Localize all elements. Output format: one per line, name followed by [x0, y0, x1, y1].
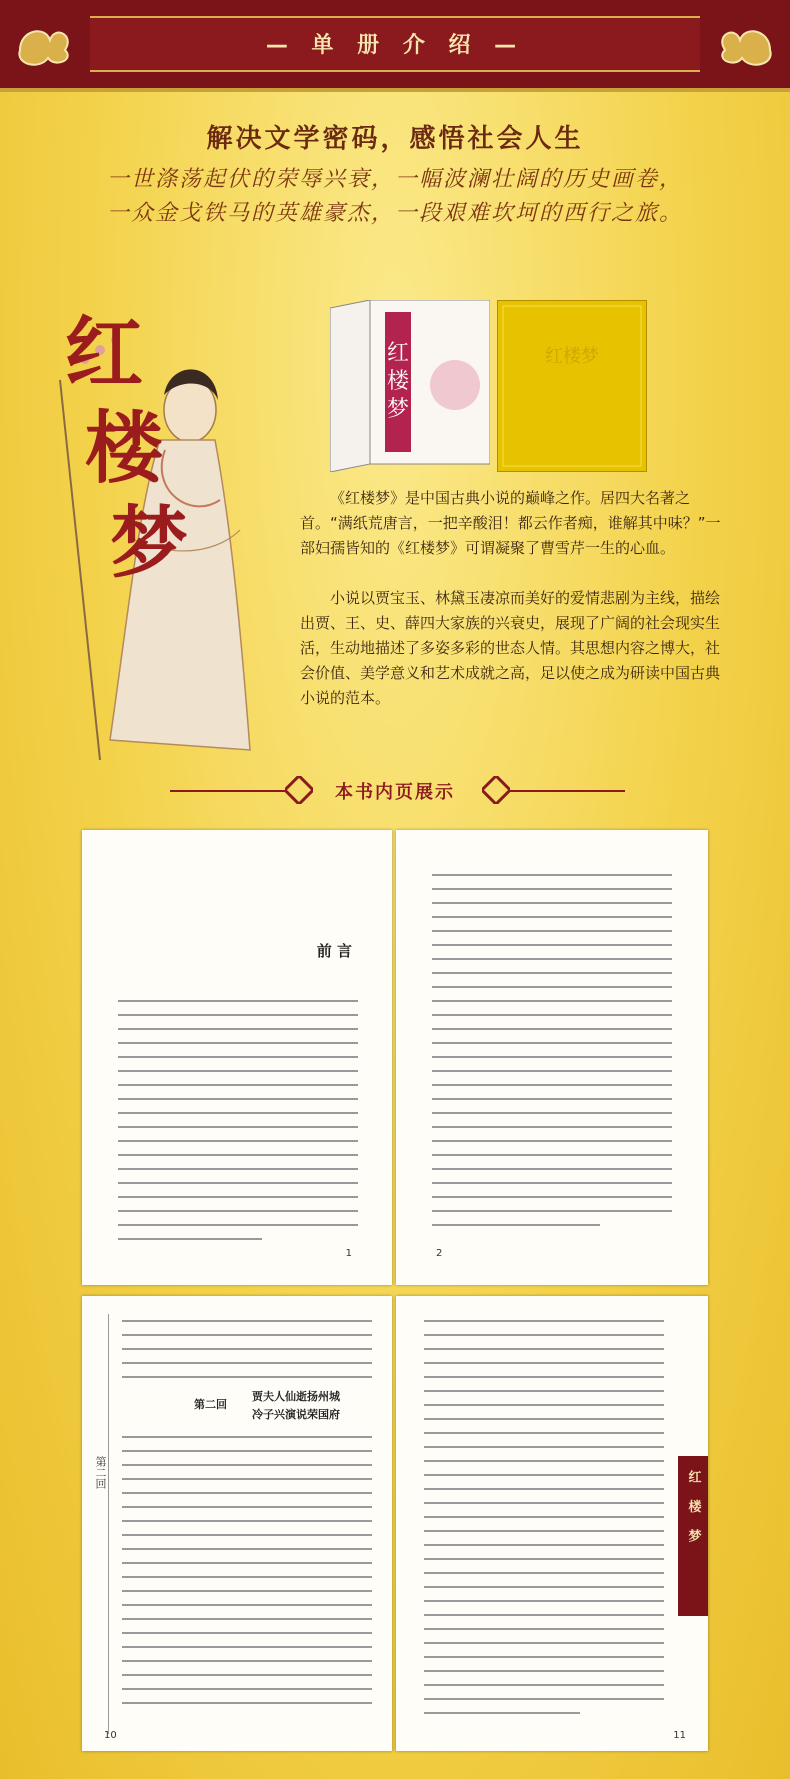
page-number: 10 — [104, 1730, 117, 1741]
side-tab — [678, 1456, 708, 1616]
chapter-side-label: 第二回 — [94, 1456, 107, 1489]
side-tab-label: 红 楼 梦 — [685, 1470, 701, 1549]
page-margin-rule — [94, 1314, 109, 1734]
cloud-ornament-icon — [10, 10, 80, 74]
sample-page-1 — [82, 830, 392, 1285]
banner-panel — [90, 16, 700, 72]
text-block — [432, 874, 672, 1238]
text-block — [118, 1000, 358, 1252]
subtitle-line-2: 一众金戈铁马的英雄豪杰，一段艰难坎坷的西行之旅。 — [106, 201, 683, 226]
calligraphy-title — [55, 300, 205, 600]
page-number: 1 — [345, 1248, 352, 1259]
chapter-label: 第二回 — [194, 1398, 227, 1411]
divider-line-right — [510, 790, 625, 792]
page-number: 2 — [436, 1248, 443, 1259]
sample-page-2 — [396, 830, 708, 1285]
banner-title: — 单 册 介 绍 — — [265, 33, 525, 58]
intro-paragraph-2: 小说以贾宝玉、林黛玉凄凉而美好的爱情悲剧为主线，描绘出贾、王、史、薛四大家族的兴衰史，展现了广阔的社会现实生活，生动地描述了多姿多彩的世态人情。其思想内容之博大，社会价值、美学意义和艺术成就之高，足以使之成为研读中国古典小说的范本。 — [300, 589, 721, 707]
svg-text:梦: 梦 — [386, 397, 410, 422]
text-block — [122, 1320, 372, 1390]
subtitle-line-1: 一世涤荡起伏的荣辱兴衰，一幅波澜壮阔的历史画卷， — [106, 167, 683, 192]
svg-text:红楼梦: 红楼梦 — [545, 346, 599, 367]
text-block — [122, 1436, 372, 1716]
calligraphy-title-art — [55, 300, 205, 600]
text-block — [424, 1320, 664, 1726]
svg-text:楼: 楼 — [386, 369, 410, 394]
preface-title: 前 言 — [316, 942, 352, 960]
svg-text:红: 红 — [65, 308, 144, 399]
sample-page-3 — [82, 1296, 392, 1751]
page-number: 11 — [673, 1730, 686, 1741]
headline: 解决文学密码，感悟社会人生 — [206, 124, 584, 154]
section-divider — [0, 770, 790, 810]
chapter-title-1: 贾夫人仙逝扬州城 — [252, 1390, 340, 1403]
book-box-image — [330, 300, 490, 472]
svg-text:梦: 梦 — [110, 498, 189, 589]
svg-text:红: 红 — [386, 341, 410, 366]
intro-paragraph-1: 《红楼梦》是中国古典小说的巅峰之作。居四大名著之首。“满纸荒唐言，一把辛酸泪！都云作者痴，谁解其中味？”一部妇孺皆知的《红楼梦》可谓凝聚了曹雪芹一生的心血。 — [300, 489, 721, 557]
sample-page-4 — [396, 1296, 708, 1751]
cloud-ornament-icon — [710, 10, 780, 74]
header-banner — [0, 0, 790, 92]
chapter-title-2: 冷子兴演说荣国府 — [252, 1408, 340, 1421]
gold-book-image — [497, 300, 647, 472]
svg-text:楼: 楼 — [85, 403, 164, 494]
knot-ornament-icon — [482, 776, 510, 804]
section-title: 本书内页展示 — [335, 782, 455, 803]
